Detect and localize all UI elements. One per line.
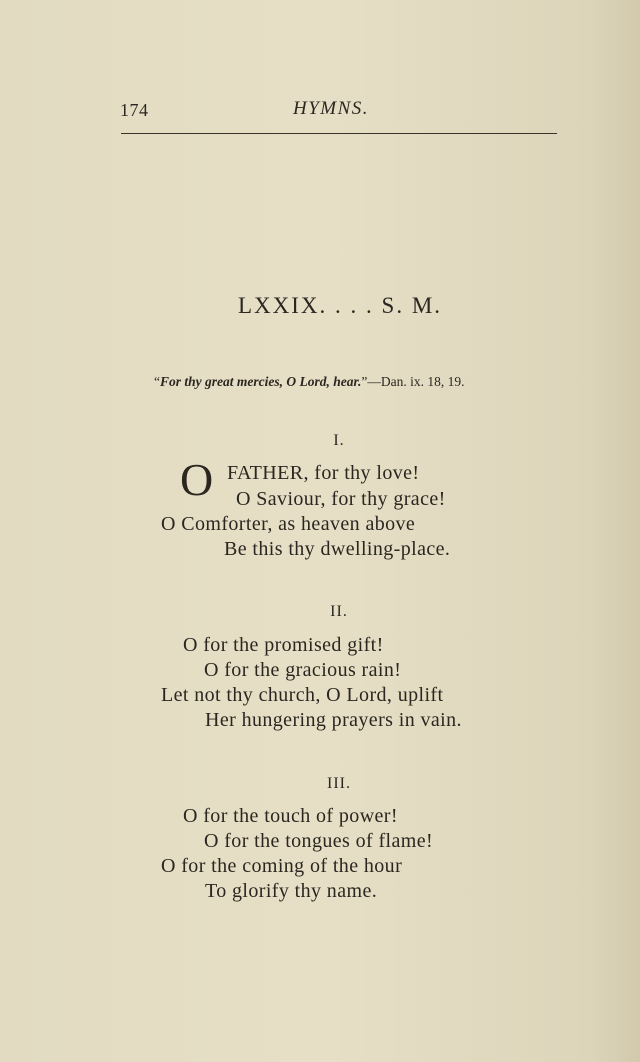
epigraph-reference: —Dan. ix. 18, 19.: [367, 374, 465, 389]
verse-line: Let not thy church, O Lord, uplift: [161, 684, 444, 706]
verse-line: O Saviour, for thy grace!: [236, 488, 446, 510]
verse-line: O Comforter, as heaven above: [161, 513, 416, 535]
verse-line: To glorify thy name.: [205, 880, 378, 902]
verse-line: O for the touch of power!: [183, 805, 398, 827]
verse-line: Her hungering prayers in vain.: [205, 709, 462, 731]
hymn-number: LXXIX. . . . S. M.: [237, 293, 443, 318]
verse-line: Be this thy dwelling-place.: [224, 538, 451, 560]
stanza-numeral: II.: [330, 603, 348, 620]
stanza-numeral: I.: [333, 432, 345, 449]
epigraph: [154, 374, 465, 390]
page-number: 174: [120, 100, 149, 120]
verse-line: O for the coming of the hour: [161, 855, 403, 877]
verse-line: FATHER, for thy love!: [227, 462, 420, 484]
epigraph-close-quote: ”: [361, 374, 368, 389]
drop-cap: O: [180, 454, 214, 505]
verse-line: O for the promised gift!: [183, 634, 384, 656]
epigraph-text: For thy great mercies, O Lord, hear.: [160, 374, 362, 389]
verse-line: O for the tongues of flame!: [204, 830, 434, 852]
verse-line: O for the gracious rain!: [204, 659, 402, 681]
stanza-numeral: III.: [327, 775, 351, 792]
header-rule: [121, 133, 557, 134]
running-head: HYMNS.: [293, 98, 370, 119]
epigraph-open-quote: “: [154, 374, 160, 389]
